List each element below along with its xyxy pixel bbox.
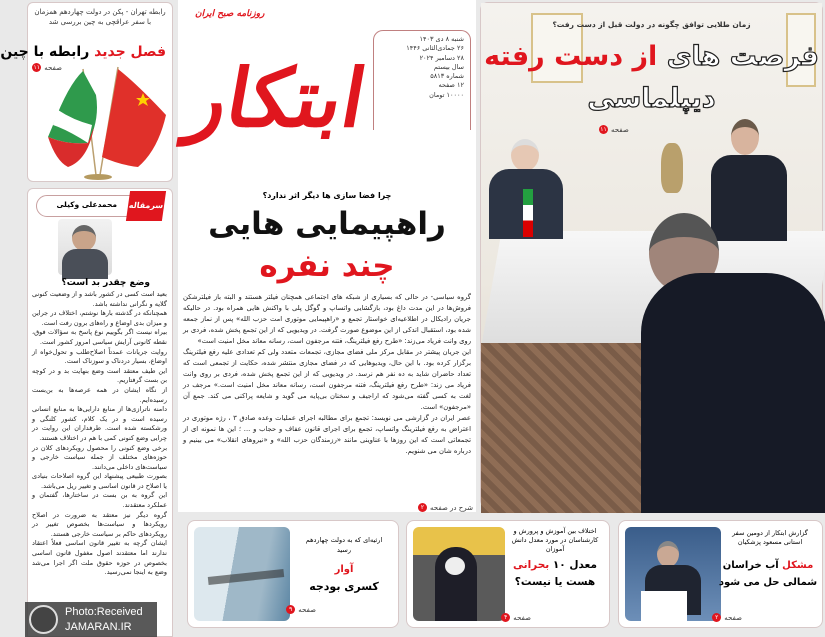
editorial-paragraph: روایت جریانات عمدتاً اصلاح‌طلب و تحول‌خواه از اوضاع، بسیار دردناک و سوزناک است. — [32, 347, 167, 366]
china-story[interactable] — [0, 2, 173, 182]
photo-credit-watermark — [25, 602, 157, 637]
date-line: سال بیستم — [433, 62, 464, 71]
diplomacy-headline — [481, 37, 822, 77]
page-number-badge: ۲ — [418, 503, 427, 512]
diplomacy-headline-red: از دست رفته — [484, 41, 658, 72]
main-story-paragraph: گروه سیاسی- در حالی که بسیاری از شبکه های اجتماعی همچنان فیلتر هستند و البته باز فیلترشکن فروش‌ها در این مدت داغ بود، بازگشایی واتساپ و گوگل پلی با واکنش هایی همراه بود. در حالیکه جریان رادیکال در اطلاعیه‌ای خواستار تجمع و «راهپیمایی موتوری امت حزب الله» پس از نماز جمعه شده بود، استقبال اندکی از این موضوع صورت گرفت. در ویدیویی که از این تجمع پخش شده، فردی بر روی وانت فریاد می‌زند: «طرح رفع فیلترینگ، فتنه مرجفون است، رسانه معاند مخل امنیت است» — [183, 293, 471, 345]
editorial-paragraph: برخی وضع کنونی را محصول رویکردهای کلان در حوزه‌های مختلف از جمله سیاست خارجی و سیاست‌های داخلی می‌دانند. — [32, 443, 167, 471]
person-left — [511, 139, 539, 171]
date-line: ۲۶ جمادی‌الثانی ۱۴۴۶ — [406, 44, 464, 53]
bottom-story-budget[interactable] — [187, 520, 399, 628]
main-story-paragraph: عصر ایران در گزارشی می نویسد: تجمع برای مطالبه اجرای عملیات وعده صادق ۳ ، رژه موتوری در اعتراض به رفع فیلترینگ واتساپ، تجمع برای اجرای قانون عفاف و حجاب و ... ؛ این ها نمونه ای از تجمعاتی است که این روزها با عناوینی مانند «رزمندگان حزب الله» و «نیروهای انقلاب» می بینیم و درباره شان می شنویم. — [183, 414, 471, 455]
budget-lead: ارثیه‌ای که به دولت چهاردهم رسید — [305, 536, 383, 554]
main-story-paragraph: این جریان پیشتر در مقابل مرکز ملی فضای مجازی، تجمعات متعدد ولی کم تعدادی علیه رفع فیلترینگ برگزار کرده بود. با این حال، ویدیوهایی که در فضای مجازی منتشر شده، حکایت از تجمعی است که تعداد حاضران شاید به ده نفر هم نرسد. در ویدیویی که از این تجمع پخش شده، فردی بر روی وانت فریاد می زند: «طرح رفع فیلترینگ، فتنه مرجفون است، رسانه معاند مخل امنیت است.» مرجف در لغت به کسی گفته می‌شود که اراجیف و سخنان بی‌پایه می گوید و شایعه پراکنی می کند. جمع آن «مرجفون» است. — [183, 348, 471, 411]
china-headline-red: فصل جدید — [94, 44, 166, 60]
main-story-body — [183, 292, 471, 457]
china-headline-black: رابطه با چین — [0, 44, 90, 60]
pezeshkian-headline-red: مشکل — [782, 560, 814, 571]
page-label: صفحه — [724, 613, 742, 622]
author-photo — [58, 219, 112, 275]
continued-link[interactable] — [418, 503, 473, 512]
editorial-paragraph: همچنانکه در گذشته بارها نوشتم، اختلاف در جراین و میزان بدی اوضاع و راه‌های برون رفت است. — [32, 309, 167, 327]
diplomacy-kicker: زمان طلایی توافق چگونه در دولت قبل از دست رفت؟ — [552, 20, 751, 29]
pezeshkian-headline — [718, 557, 818, 591]
education-headline — [505, 557, 605, 591]
diplomacy-headline-2: دیپلماسی — [587, 83, 716, 114]
date-line: شماره ۵۸۱۳ — [430, 72, 464, 81]
newspaper-tagline: روزنامه صبح ایران — [195, 9, 265, 19]
page-label: صفحه — [611, 125, 629, 134]
editorial-tag: سرمقاله — [126, 191, 166, 221]
main-kicker: چرا فضا سازی ها دیگر اثر ندارد؟ — [262, 191, 392, 200]
page-ref — [599, 125, 629, 134]
date-line: ۱۰۰۰۰ تومان — [429, 90, 464, 99]
pezeshkian-lead: گزارش ابتکار از دومین سفر استانی مسعود پزشکیان — [732, 529, 808, 546]
jamaran-logo-icon — [29, 605, 58, 634]
president-photo — [625, 527, 721, 621]
vase — [661, 143, 683, 193]
education-headline-a: معدل ۱۰ — [552, 559, 597, 571]
editorial-title: وضع چقدر بد است؟ — [61, 278, 150, 288]
page-ref — [501, 613, 531, 622]
page-number-badge: ۲ — [712, 613, 721, 622]
page-number-badge: ۹ — [286, 605, 295, 614]
diplomacy-headline-a: فرصت های — [666, 41, 819, 72]
date-line: شنبه ۸ دی ۱۴۰۳ — [419, 35, 464, 43]
building-photo — [194, 527, 290, 621]
page-number-badge: ۴ — [501, 613, 510, 622]
editorial-paragraph: ایشان گرچه به تغییر قانون اساسی فعلاً اعتقاد ندارند اما معتقدند اصول مغفول قانون اساسی بخصوص در حوزه حقوق ملت اگر اجرا می‌شد وضع به اینجا نمی‌رسید. — [32, 539, 167, 577]
page-ref — [712, 613, 742, 622]
newspaper-logo: ابتکار — [180, 51, 374, 145]
date-line: ۲۸ دسامبر ۲۰۲۴ — [419, 53, 464, 62]
watermark-line-2: JAMARAN.IR — [65, 621, 132, 633]
bottom-story-education[interactable] — [406, 520, 610, 628]
continued-label: شرح در صفحه — [430, 503, 473, 512]
editorial-author: محمدعلی وکیلی — [56, 200, 117, 209]
editorial-paragraph: بصورت طبیعی پیشنهاد این گروه اصلاحات بنیادی یا اصلاح در قانون اساسی و تغییر ریل می‌باشد. — [32, 472, 167, 490]
student-photo — [413, 527, 505, 621]
editorial-paragraph: این طیف معتقد است وضع بنهایت بد و در کوچه بن بست گرفتاریم. — [32, 366, 167, 385]
person-right — [731, 119, 759, 155]
flag — [523, 189, 533, 237]
main-headline: راهپیمایی هایی — [208, 206, 446, 242]
budget-headline: کسری بودجه — [309, 580, 379, 593]
page-label: صفحه — [298, 605, 316, 614]
bottom-story-pezeshkian[interactable] — [618, 520, 823, 628]
editorial-paragraph: بعید است کسی در کشور باشد و از وضعیت کنونی گلایه و نگرانی نداشته باشد. — [32, 290, 167, 308]
editorial-column — [27, 188, 173, 637]
pezeshkian-headline-b: حل می شود — [718, 577, 780, 588]
date-box — [373, 30, 471, 130]
budget-headline-red: آوار — [334, 564, 354, 575]
china-headline — [0, 43, 166, 61]
date-line: ۱۲ صفحه — [438, 81, 464, 90]
editorial-paragraph: این گروه به بن بست در ساختارها، گفتمان و عملکرد معتقدند. — [32, 491, 167, 510]
education-headline-red: بحرانی — [513, 559, 550, 571]
china-lead: رابطه تهران - پکن در دولت چهاردهم همزمان با سفر عراقچی به چین بررسی شد — [34, 8, 166, 26]
pezeshkian-headline-a: آب خراسان شمالی — [722, 560, 818, 588]
page-number-badge: ۱۱ — [600, 126, 607, 133]
education-lead: اختلاف بین آموزش و پرورش و کارشناسان در مورد معدل دانش آموزان — [511, 527, 599, 553]
person-foreground-body — [641, 273, 825, 513]
diplomacy-story[interactable] — [480, 2, 823, 508]
education-headline-b: هست یا نیست؟ — [514, 576, 596, 588]
main-headline-red: چند نفره — [259, 248, 395, 284]
page-label: صفحه — [513, 613, 531, 622]
editorial-body — [32, 290, 167, 578]
page-label: صفحه — [44, 63, 62, 72]
page-number-badge: ۱۱ — [33, 64, 40, 71]
editorial-paragraph: از نگاه ایشان در همه عرصه‌ها به بن‌بست رسیده‌ایم. — [32, 385, 167, 404]
page-ref — [286, 605, 316, 614]
editorial-paragraph: گروه دیگر نیز معتقد به ضرورت در اصلاح رویکردها و سیاست‌ها بخصوص تغییر در رویکردهای حاکم بر سیاست خارجی هستند. — [32, 510, 167, 538]
flags-image — [28, 65, 174, 183]
person-right-body — [711, 155, 787, 241]
watermark-line-1: Photo:Received — [65, 606, 143, 618]
editorial-paragraph: بیراه نیست اگر بگوییم نوع پاسخ به سؤالات فوق، نقطه کانونی آرایش سیاسی امروز کشور است. — [32, 328, 167, 346]
editorial-paragraph: دامنه ناترازی‌ها از منابع دارایی‌ها به منابع انسانی رسیده است و در یک کلام، کشور کلنگی و ورشکسته شده است. طرفداران این روایت در چرایی وضع کنونی کمی با هم در اختلاف هستند. — [32, 405, 167, 442]
